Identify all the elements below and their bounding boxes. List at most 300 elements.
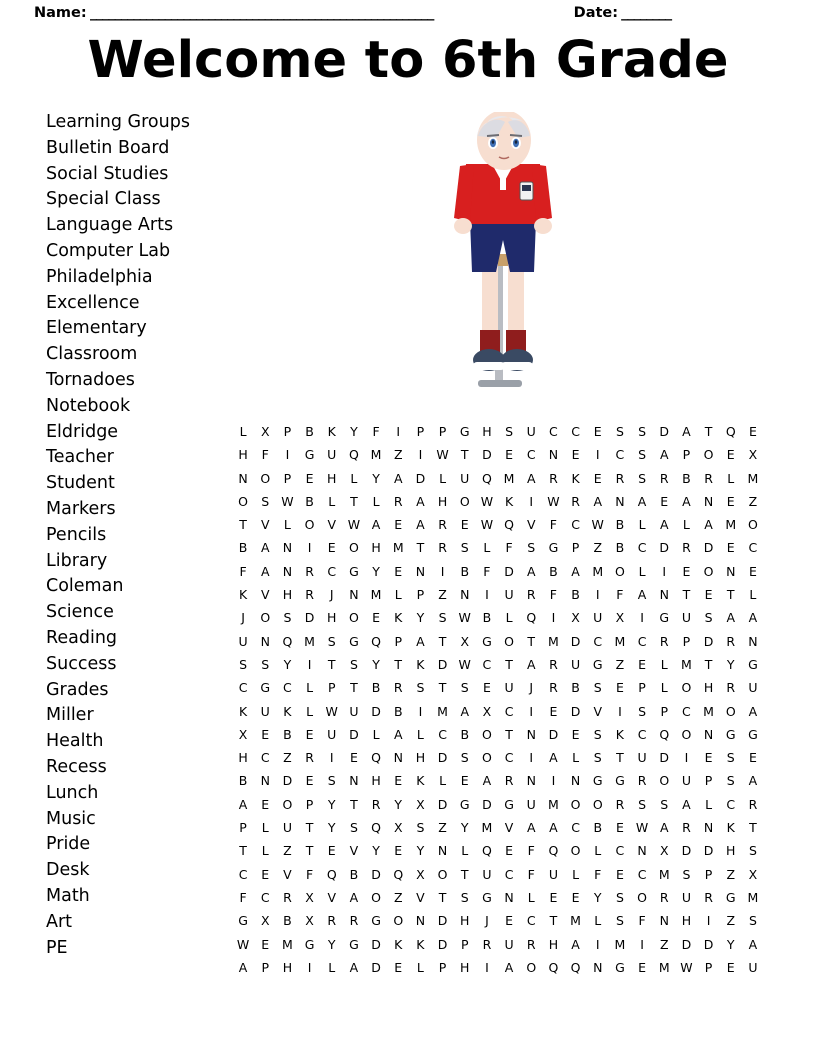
grid-cell: H (238, 447, 248, 463)
grid-cell: E (571, 889, 580, 905)
grid-cell: N (703, 726, 714, 742)
grid-cell: F (239, 563, 247, 579)
grid-cell: E (638, 656, 647, 672)
grid-cell: C (482, 656, 492, 672)
grid-cell: A (393, 470, 403, 486)
grid-cell: O (681, 680, 692, 696)
grid-cell: F (527, 866, 535, 882)
grid-cell: M (747, 470, 759, 486)
grid-cell: L (660, 656, 668, 672)
grid-cell: Z (283, 750, 292, 766)
grid-cell: L (727, 470, 735, 486)
grid-cell: S (726, 750, 735, 766)
grid-cell: S (438, 610, 447, 626)
grid-cell: D (304, 610, 315, 626)
grid-cell: U (526, 424, 536, 439)
grid-cell: S (505, 424, 514, 439)
grid-cell: P (660, 703, 669, 719)
grid-cell: N (260, 633, 270, 649)
grid-cell: I (285, 447, 290, 463)
grid-cell: E (726, 493, 735, 509)
grid-cell: L (505, 610, 513, 626)
grid-cell: E (394, 843, 403, 859)
word-list-item: Science (46, 602, 114, 623)
grid-cell: Z (593, 540, 603, 556)
grid-cell: E (549, 889, 558, 905)
grid-cell: G (725, 889, 736, 905)
grid-cell: I (640, 936, 644, 952)
word-list-item: Art (46, 911, 73, 932)
grid-cell: I (684, 750, 689, 766)
grid-cell: O (238, 493, 248, 509)
grid-cell: I (329, 750, 334, 766)
grid-cell: R (526, 587, 536, 603)
grid-cell: O (481, 750, 492, 766)
grid-cell: M (370, 587, 382, 603)
grid-cell: I (595, 447, 600, 463)
grid-cell: R (283, 889, 292, 905)
grid-cell: A (571, 563, 580, 579)
grid-cell: L (306, 680, 314, 696)
grid-cell: O (304, 517, 315, 533)
grid-cell: S (416, 680, 425, 696)
grid-cell: M (282, 936, 293, 952)
grid-cell: H (282, 587, 293, 603)
grid-cell: P (416, 587, 425, 603)
grid-cell: A (549, 820, 558, 836)
grid-cell: I (307, 959, 312, 975)
grid-cell: D (371, 703, 381, 719)
word-list-item: Eldridge (46, 421, 119, 442)
date-label: Date: (573, 5, 619, 21)
grid-cell: N (548, 447, 559, 463)
grid-cell: N (526, 773, 536, 789)
grid-cell: E (505, 447, 514, 463)
word-list-item: Teacher (46, 447, 114, 468)
grid-cell: C (526, 447, 536, 463)
grid-cell: Q (659, 726, 670, 742)
word-search-grid (232, 420, 764, 979)
word-list-item: Pencils (46, 524, 107, 545)
grid-cell: D (681, 843, 692, 859)
grid-cell: B (571, 680, 580, 696)
date-field[interactable] (574, 5, 703, 21)
grid-cell: Z (726, 866, 736, 882)
grid-cell: J (485, 913, 489, 929)
grid-cell: Z (393, 889, 403, 905)
grid-cell: P (305, 796, 314, 812)
grid-cell: I (595, 936, 600, 952)
grid-cell: D (570, 633, 581, 649)
grid-cell: T (682, 587, 691, 603)
grid-cell: V (260, 587, 270, 603)
grid-cell: O (371, 889, 381, 905)
grid-cell: C (327, 563, 337, 579)
grid-cell: I (440, 563, 445, 579)
grid-cell: I (662, 563, 667, 579)
grid-cell: B (593, 820, 603, 836)
grid-cell: Z (615, 656, 625, 672)
word-list-item: Success (46, 653, 117, 674)
grid-cell: A (238, 959, 248, 975)
grid-cell: T (327, 656, 336, 672)
grid-cell: N (659, 587, 669, 603)
grid-cell: L (306, 703, 314, 719)
grid-cell: N (415, 913, 426, 929)
grid-cell: R (438, 540, 447, 556)
grid-cell: W (458, 656, 471, 672)
grid-cell: S (615, 424, 624, 439)
grid-cell: E (394, 959, 403, 975)
grid-cell: N (260, 773, 270, 789)
grid-cell: S (638, 470, 647, 486)
grid-cell: E (704, 587, 713, 603)
grid-cell: L (328, 493, 336, 509)
grid-cell: A (682, 424, 691, 439)
grid-cell: H (460, 959, 470, 975)
grid-cell: R (704, 470, 713, 486)
grid-cell: E (593, 470, 602, 486)
grid-cell: O (614, 563, 625, 579)
grid-cell: R (682, 540, 691, 556)
grid-cell: O (348, 540, 359, 556)
grid-cell: N (526, 726, 536, 742)
grid-cell: Q (393, 866, 404, 882)
grid-cell: G (304, 447, 315, 463)
grid-cell: N (504, 889, 514, 905)
grid-cell: G (748, 726, 758, 742)
grid-cell: J (241, 610, 245, 626)
grid-cell: P (571, 540, 580, 556)
grid-cell: Z (393, 447, 403, 463)
grid-cell: P (704, 959, 713, 975)
grid-cell: A (593, 493, 603, 509)
word-list-item: Bulletin Board (46, 137, 170, 158)
grid-cell: A (549, 750, 558, 766)
grid-cell: S (460, 750, 469, 766)
grid-cell: R (393, 680, 403, 696)
grid-cell: C (504, 866, 514, 882)
grid-cell: V (504, 820, 514, 836)
grid-cell: E (349, 750, 358, 766)
grid-cell: M (548, 633, 559, 649)
grid-cell: G (615, 959, 625, 975)
grid-cell: Y (372, 656, 380, 672)
grid-cell: A (349, 959, 359, 975)
grid-cell: E (261, 866, 270, 882)
grid-cell: W (347, 517, 361, 533)
grid-cell: O (570, 843, 581, 859)
grid-cell: U (748, 959, 758, 975)
grid-cell: S (593, 726, 602, 742)
grid-cell: P (283, 424, 292, 439)
grid-cell: C (615, 843, 625, 859)
grid-cell: B (349, 866, 359, 882)
grid-cell: Y (372, 563, 380, 579)
grid-cell: I (529, 703, 534, 719)
grid-cell: Y (327, 820, 336, 836)
grid-cell: I (485, 959, 489, 975)
grid-cell: C (726, 796, 736, 812)
grid-cell: I (418, 703, 423, 719)
grid-cell: S (460, 680, 469, 696)
grid-cell: R (549, 470, 558, 486)
grid-cell: R (659, 470, 669, 486)
grid-cell: L (483, 540, 491, 556)
grid-cell: H (681, 913, 692, 929)
grid-cell: B (482, 610, 492, 626)
grid-cell: O (437, 866, 448, 882)
grid-cell: E (394, 517, 403, 533)
grid-cell: N (349, 773, 359, 789)
grid-cell: O (637, 889, 647, 905)
grid-cell: I (307, 540, 312, 556)
grid-cell: N (238, 470, 248, 486)
grid-cell: O (459, 493, 470, 509)
grid-cell: F (594, 866, 602, 882)
grid-cell: U (482, 866, 492, 882)
word-list-item: Markers (46, 498, 116, 519)
grid-cell: C (593, 633, 603, 649)
grid-cell: U (460, 470, 470, 486)
grid-cell: D (437, 750, 448, 766)
grid-cell: R (438, 517, 447, 533)
grid-cell: E (305, 773, 314, 789)
grid-cell: F (372, 424, 380, 439)
name-field[interactable] (34, 5, 560, 21)
grid-cell: D (703, 936, 714, 952)
grid-cell: P (438, 959, 447, 975)
grid-cell: Y (726, 656, 735, 672)
grid-cell: A (682, 493, 691, 509)
grid-cell: M (481, 820, 493, 836)
grid-cell: O (681, 726, 692, 742)
grid-cell: L (527, 889, 535, 905)
grid-cell: A (748, 936, 758, 952)
grid-cell: H (327, 470, 337, 486)
grid-cell: E (394, 563, 403, 579)
grid-cell: C (238, 866, 248, 882)
grid-cell: I (640, 610, 644, 626)
grid-cell: E (615, 680, 624, 696)
grid-cell: W (635, 820, 649, 836)
grid-cell: B (615, 517, 625, 533)
grid-cell: F (549, 517, 557, 533)
grid-cell: Y (350, 424, 358, 439)
grid-cell: H (437, 493, 448, 509)
grid-cell: L (350, 470, 358, 486)
grid-cell: C (504, 703, 514, 719)
grid-cell: Y (327, 936, 336, 952)
grid-cell: T (460, 447, 469, 463)
grid-cell: N (415, 563, 426, 579)
grid-cell: E (593, 424, 602, 439)
grid-cell: D (437, 936, 448, 952)
grid-cell: H (371, 540, 381, 556)
grid-cell: P (327, 680, 336, 696)
grid-cell: U (593, 610, 603, 626)
grid-cell: X (305, 889, 314, 905)
grid-cell: Z (726, 913, 736, 929)
grid-cell: B (283, 913, 292, 929)
grid-cell: M (658, 959, 670, 975)
grid-cell: E (638, 959, 647, 975)
grid-cell: L (239, 424, 247, 439)
grid-cell: P (704, 866, 713, 882)
grid-cell: B (549, 563, 558, 579)
word-list-item: Philadelphia (46, 266, 153, 287)
grid-cell: W (680, 959, 693, 975)
grid-cell: C (238, 680, 248, 696)
grid-cell: L (572, 750, 580, 766)
grid-cell: T (239, 517, 247, 533)
grid-cell: E (261, 936, 270, 952)
grid-cell: D (437, 913, 448, 929)
grid-cell: P (460, 936, 469, 952)
grid-cell: F (505, 540, 513, 556)
grid-cell: D (681, 936, 692, 952)
grid-cell: E (748, 424, 757, 439)
grid-cell: P (239, 820, 247, 836)
grid-cell: E (660, 493, 669, 509)
grid-cell: N (659, 913, 669, 929)
grid-cell: X (482, 703, 492, 719)
grid-cell: R (726, 680, 736, 696)
grid-cell: G (349, 563, 359, 579)
word-list-item: Excellence (46, 292, 140, 313)
grid-cell: O (504, 633, 514, 649)
grid-cell: K (394, 610, 403, 626)
grid-cell: I (418, 447, 423, 463)
grid-cell: K (416, 656, 425, 672)
grid-cell: O (481, 726, 492, 742)
grid-cell: N (570, 773, 581, 789)
grid-cell: A (393, 726, 403, 742)
grid-cell: Z (438, 587, 447, 603)
grid-cell: C (283, 680, 292, 696)
grid-cell: T (438, 633, 447, 649)
grid-cell: T (305, 820, 314, 836)
grid-cell: X (748, 447, 758, 463)
grid-cell: Y (327, 796, 336, 812)
grid-cell: Q (725, 424, 736, 439)
grid-cell: Y (394, 796, 403, 812)
grid-cell: T (460, 866, 469, 882)
grid-cell: S (349, 820, 358, 836)
grid-cell: Q (548, 843, 559, 859)
grid-cell: U (327, 447, 337, 463)
word-list-item: Pride (46, 834, 91, 855)
grid-cell: H (482, 424, 492, 439)
grid-cell: Z (748, 493, 758, 509)
grid-cell: T (305, 843, 314, 859)
grid-cell: Y (416, 610, 425, 626)
grid-cell: U (504, 936, 514, 952)
grid-cell: Q (504, 517, 514, 533)
grid-cell: S (615, 889, 624, 905)
grid-cell: E (327, 843, 336, 859)
grid-cell: O (570, 796, 581, 812)
grid-cell: L (372, 493, 380, 509)
grid-cell: S (682, 866, 691, 882)
grid-cell: E (682, 563, 691, 579)
grid-cell: X (659, 843, 669, 859)
grid-cell: V (327, 517, 337, 533)
grid-cell: H (726, 843, 736, 859)
grid-cell: V (526, 517, 536, 533)
grid-cell: V (283, 866, 292, 882)
grid-cell: B (283, 726, 292, 742)
grid-cell: E (748, 750, 757, 766)
grid-cell: N (703, 493, 714, 509)
grid-cell: W (325, 703, 338, 719)
grid-cell: D (504, 563, 514, 579)
grid-cell: S (283, 610, 292, 626)
grid-cell: R (393, 493, 403, 509)
grid-cell: X (416, 866, 425, 882)
grid-cell: K (283, 703, 292, 719)
grid-cell: E (505, 843, 514, 859)
grid-cell: C (260, 889, 270, 905)
grid-cell: E (261, 726, 270, 742)
grid-cell: C (549, 424, 558, 439)
grid-cell: N (703, 820, 714, 836)
grid-cell: B (393, 703, 403, 719)
grid-cell: L (749, 587, 757, 603)
grid-cell: P (704, 773, 713, 789)
grid-cell: G (548, 540, 559, 556)
grid-cell: G (482, 889, 492, 905)
grid-cell: D (703, 843, 714, 859)
grid-cell: Q (282, 633, 293, 649)
grid-cell: B (238, 540, 248, 556)
grid-cell: T (704, 424, 713, 439)
grid-cell: D (548, 726, 559, 742)
grid-cell: E (394, 773, 403, 789)
grid-cell: U (637, 750, 647, 766)
grid-cell: U (238, 633, 248, 649)
grid-cell: S (726, 773, 735, 789)
grid-cell: G (459, 424, 470, 439)
grid-cell: Q (371, 750, 381, 766)
grid-cell: D (482, 796, 492, 812)
grid-cell: N (726, 563, 736, 579)
word-list-item: Reading (46, 627, 118, 648)
grid-cell: W (436, 447, 449, 463)
grid-cell: G (238, 913, 248, 929)
grid-cell: G (260, 680, 271, 696)
grid-cell: U (504, 587, 514, 603)
grid-cell: E (261, 796, 270, 812)
grid-cell: T (394, 656, 403, 672)
grid-cell: L (461, 843, 469, 859)
grid-cell: P (283, 470, 292, 486)
grid-cell: O (526, 959, 537, 975)
grid-cell: L (416, 726, 424, 742)
grid-cell: K (416, 773, 425, 789)
grid-cell: I (706, 913, 711, 929)
grid-cell: S (261, 493, 270, 509)
grid-cell: A (571, 936, 580, 952)
grid-cell: A (748, 703, 758, 719)
word-list-item: Language Arts (46, 215, 174, 236)
grid-cell: R (349, 913, 359, 929)
grid-cell: H (703, 680, 714, 696)
grid-cell: N (593, 959, 603, 975)
grid-cell: G (659, 610, 670, 626)
grid-cell: O (725, 703, 736, 719)
grid-cell: R (637, 773, 647, 789)
